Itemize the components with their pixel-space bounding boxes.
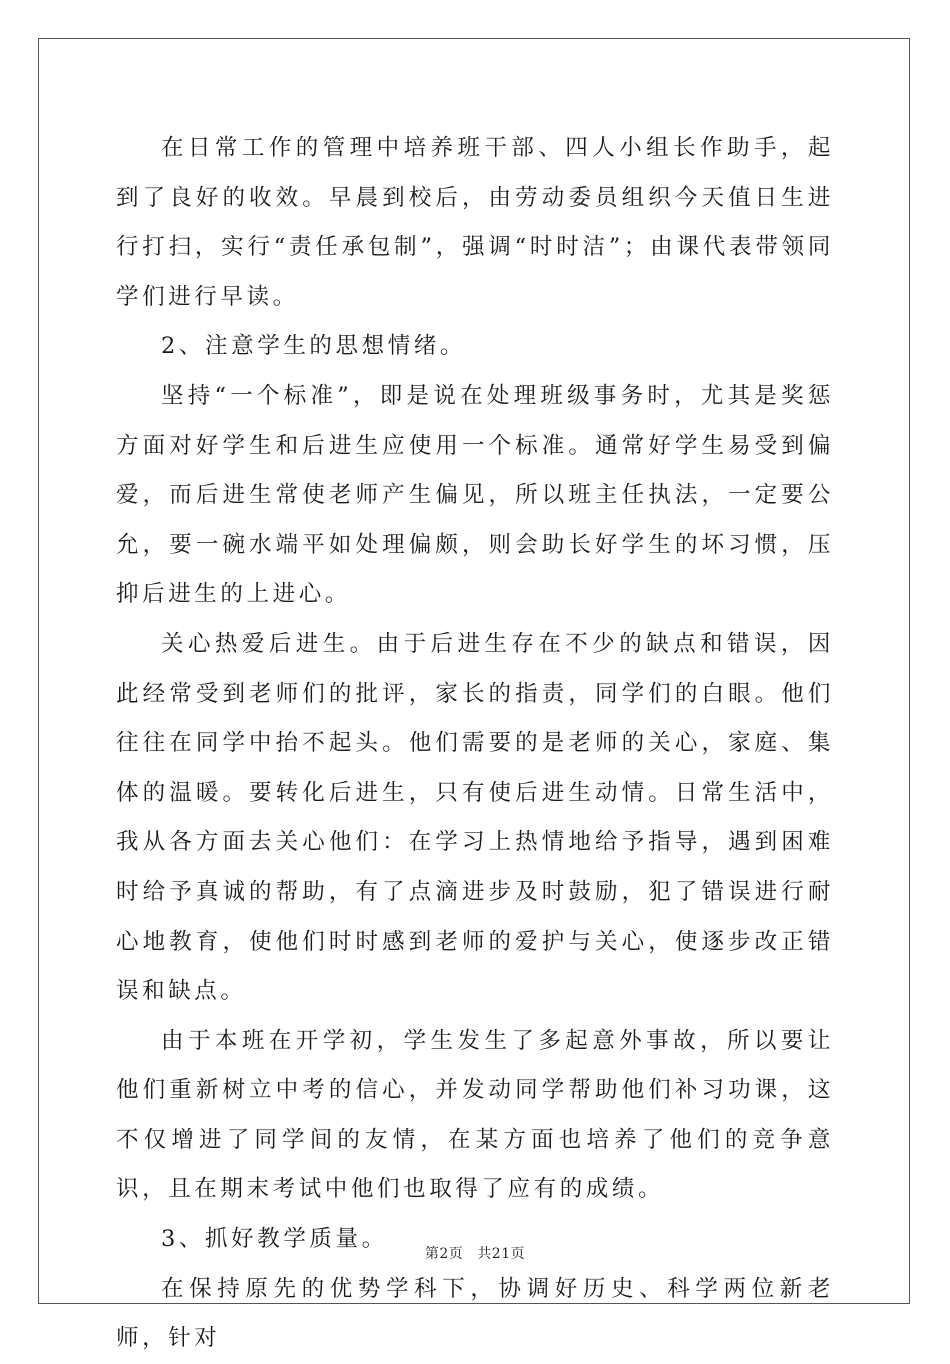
total-page-count: 共21页 bbox=[477, 1246, 526, 1262]
page-footer bbox=[0, 1243, 950, 1263]
document-body bbox=[116, 124, 834, 1364]
paragraph-class-cadres: 在日常工作的管理中培养班干部、四人小组长作助手，起到了良好的收效。早晨到校后，由劳动委员组织今天值日生进行打扫，实行“责任承包制”，强调“时时洁”；由课代表带领同学们进行早读。 bbox=[116, 135, 834, 310]
heading-teaching-quality: 3、抓好教学质量。 bbox=[161, 1226, 388, 1253]
heading-student-emotions: 2、注意学生的思想情绪。 bbox=[161, 333, 467, 360]
paragraph-care-for-students: 关心热爱后进生。由于后进生存在不少的缺点和错误，因此经常受到老师们的批评，家长的指责，同学们的白眼。他们往往在同学中抬不起头。他们需要的是老师的关心，家庭、集体的温暖。要转化后进生，只有使后进生动情。日常生活中，我从各方面去关心他们：在学习上热情地给予指导，遇到困难时给予真诚的帮助，有了点滴进步及时鼓励，犯了错误进行耐心地教育，使他们时时感到老师的爱护与关心，使逐步改正错误和缺点。 bbox=[116, 630, 834, 1005]
paragraph-advantage-subjects: 在保持原先的优势学科下，协调好历史、科学两位新老师，针对 bbox=[116, 1275, 834, 1352]
current-page-number: 第2页 bbox=[424, 1246, 464, 1262]
paragraph-accidents-confidence: 由于本班在开学初，学生发生了多起意外事故，所以要让他们重新树立中考的信心，并发动同学帮助他们补习功课，这不仅增进了同学间的友情，在某方面也培养了他们的竞争意识，且在期末考试中他们也取得了应有的成绩。 bbox=[116, 1027, 834, 1203]
paragraph-one-standard: 坚持“一个标准”，即是说在处理班级事务时，尤其是奖惩方面对好学生和后进生应使用一个标准。通常好学生易受到偏爱，而后进生常使老师产生偏见，所以班主任执法，一定要公允，要一碗水端平如处理偏颇，则会助长好学生的坏习惯，压抑后进生的上进心。 bbox=[116, 382, 834, 608]
